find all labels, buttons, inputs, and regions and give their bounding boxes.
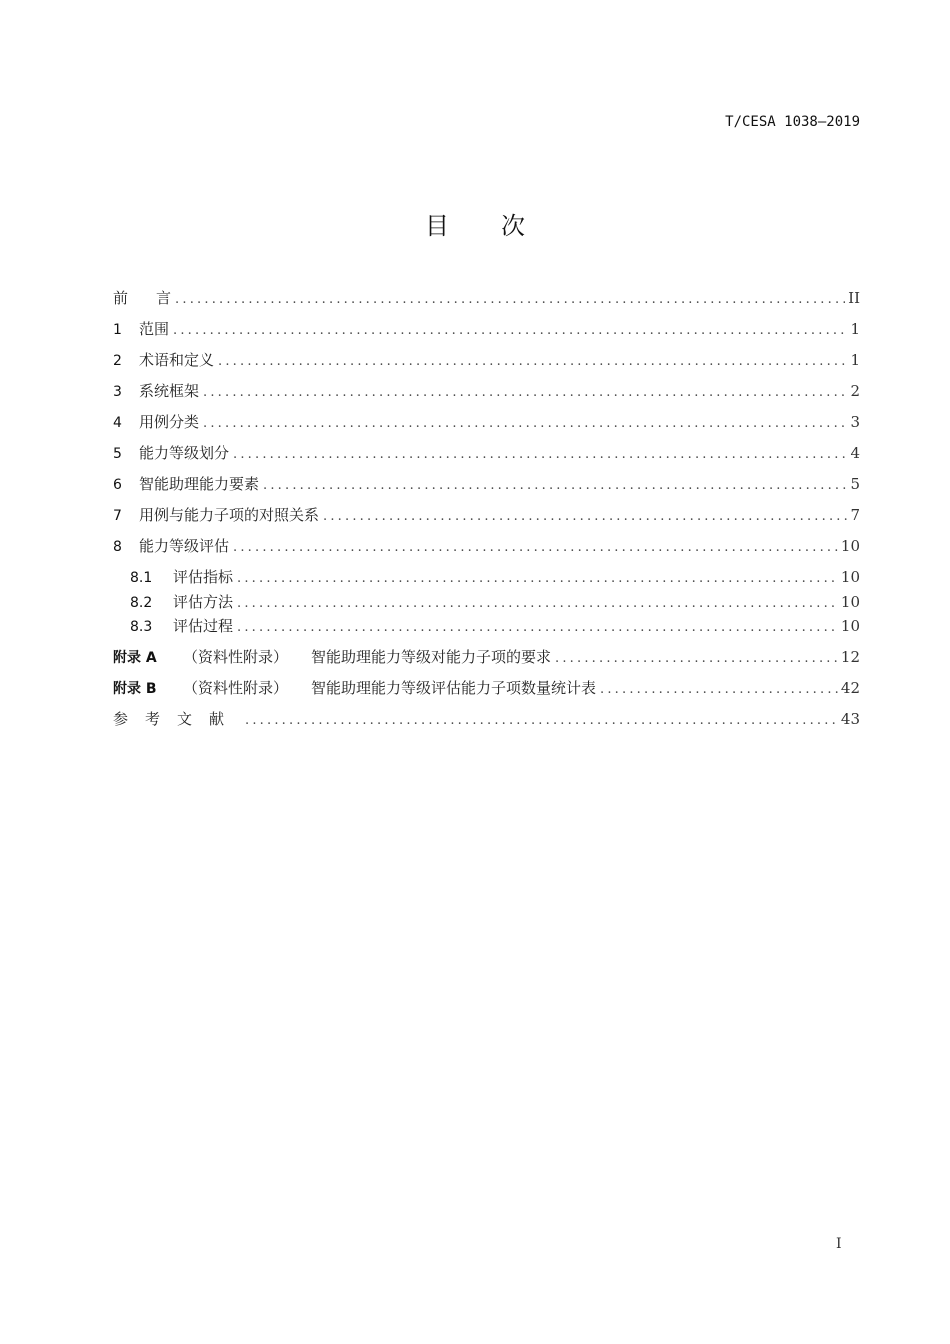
table-of-contents — [113, 287, 860, 739]
toc-entry-8-3[interactable] — [113, 615, 860, 646]
dot-leader — [237, 568, 838, 590]
page-number: I — [836, 1236, 842, 1252]
toc-entry-page: 10 — [840, 568, 860, 586]
toc-entry-5[interactable] — [113, 442, 860, 473]
toc-entry-number: 附录 B — [113, 681, 157, 697]
toc-entry-number: 8.1 — [130, 570, 153, 586]
dot-leader — [175, 289, 845, 311]
dot-leader — [263, 475, 847, 497]
toc-entry-label: 系统框架 — [139, 382, 200, 400]
dot-leader — [203, 382, 847, 404]
toc-entry-label: 能力等级划分 — [139, 444, 230, 462]
toc-entry-page: 12 — [840, 648, 860, 666]
toc-entry-number: 6 — [113, 477, 122, 493]
toc-entry-number: 7 — [113, 508, 122, 524]
appendix-type-note: （资料性附录） — [183, 648, 289, 666]
toc-entry-page: 1 — [850, 351, 860, 369]
toc-entry-2[interactable] — [113, 349, 860, 380]
toc-entry-page: 7 — [850, 506, 860, 524]
toc-entry-number: 2 — [113, 353, 122, 369]
toc-entry-label: 智能助理能力等级对能力子项的要求 — [311, 648, 552, 666]
toc-entry-label: 用例分类 — [139, 413, 200, 431]
toc-entry-label: 评估指标 — [173, 568, 234, 586]
dot-leader — [245, 710, 838, 732]
toc-entry-preface[interactable] — [113, 287, 860, 318]
toc-entry-number: 4 — [113, 415, 122, 431]
dot-leader — [600, 679, 838, 701]
toc-entry-number: 8 — [113, 539, 122, 555]
toc-entry-page: 2 — [850, 382, 860, 400]
toc-entry-page: 43 — [840, 710, 860, 728]
title-char-1: 目 — [425, 212, 449, 240]
toc-entry-page: 10 — [840, 537, 860, 555]
toc-entry-references[interactable] — [113, 708, 860, 739]
toc-entry-label: 范围 — [139, 320, 170, 338]
toc-entry-number: 3 — [113, 384, 122, 400]
toc-entry-page: 10 — [840, 592, 860, 611]
toc-entry-6[interactable] — [113, 473, 860, 504]
toc-entry-label: 用例与能力子项的对照关系 — [139, 506, 320, 524]
toc-entry-label: 评估方法 — [173, 592, 234, 611]
toc-entry-label: 智能助理能力等级评估能力子项数量统计表 — [311, 679, 597, 697]
dot-leader — [323, 506, 847, 528]
toc-entry-7[interactable] — [113, 504, 860, 535]
toc-entry-page: 5 — [850, 475, 860, 493]
toc-entry-number: 1 — [113, 322, 122, 338]
toc-entry-page: 3 — [850, 413, 860, 431]
toc-entry-4[interactable] — [113, 411, 860, 442]
page-title — [0, 206, 950, 241]
dot-leader — [233, 537, 838, 559]
dot-leader — [203, 413, 847, 435]
toc-entry-appendix-b[interactable] — [113, 677, 860, 708]
toc-entry-page: 1 — [850, 320, 860, 338]
dot-leader — [237, 617, 838, 639]
toc-entry-label: 参考文献 — [113, 710, 242, 728]
toc-entry-3[interactable] — [113, 380, 860, 411]
dot-leader — [555, 648, 838, 670]
toc-entry-page: II — [848, 289, 860, 307]
toc-entry-number: 附录 A — [113, 650, 157, 666]
toc-entry-label: 术语和定义 — [139, 351, 215, 369]
toc-entry-number: 8.3 — [130, 619, 153, 635]
toc-entry-label: 能力等级评估 — [139, 537, 230, 555]
toc-entry-number: 8.2 — [130, 594, 153, 611]
toc-entry-page: 42 — [840, 679, 860, 697]
dot-leader — [233, 444, 847, 466]
toc-entry-appendix-a[interactable] — [113, 646, 860, 677]
toc-entry-page: 4 — [850, 444, 860, 462]
dot-leader — [237, 593, 838, 615]
title-char-2: 次 — [501, 212, 525, 240]
toc-entry-1[interactable] — [113, 318, 860, 349]
document-code: T/CESA 1038—2019 — [725, 114, 860, 130]
toc-entry-label: 智能助理能力要素 — [139, 475, 260, 493]
toc-entry-page: 10 — [840, 617, 860, 635]
toc-entry-label: 评估过程 — [173, 617, 234, 635]
toc-entry-8-1[interactable] — [113, 566, 860, 591]
dot-leader — [173, 320, 847, 342]
dot-leader — [218, 351, 847, 373]
toc-entry-8[interactable] — [113, 535, 860, 566]
toc-entry-8-2[interactable] — [113, 591, 860, 616]
appendix-type-note: （资料性附录） — [183, 679, 289, 697]
toc-entry-number: 5 — [113, 446, 122, 462]
toc-entry-label: 前 言 — [113, 289, 172, 307]
